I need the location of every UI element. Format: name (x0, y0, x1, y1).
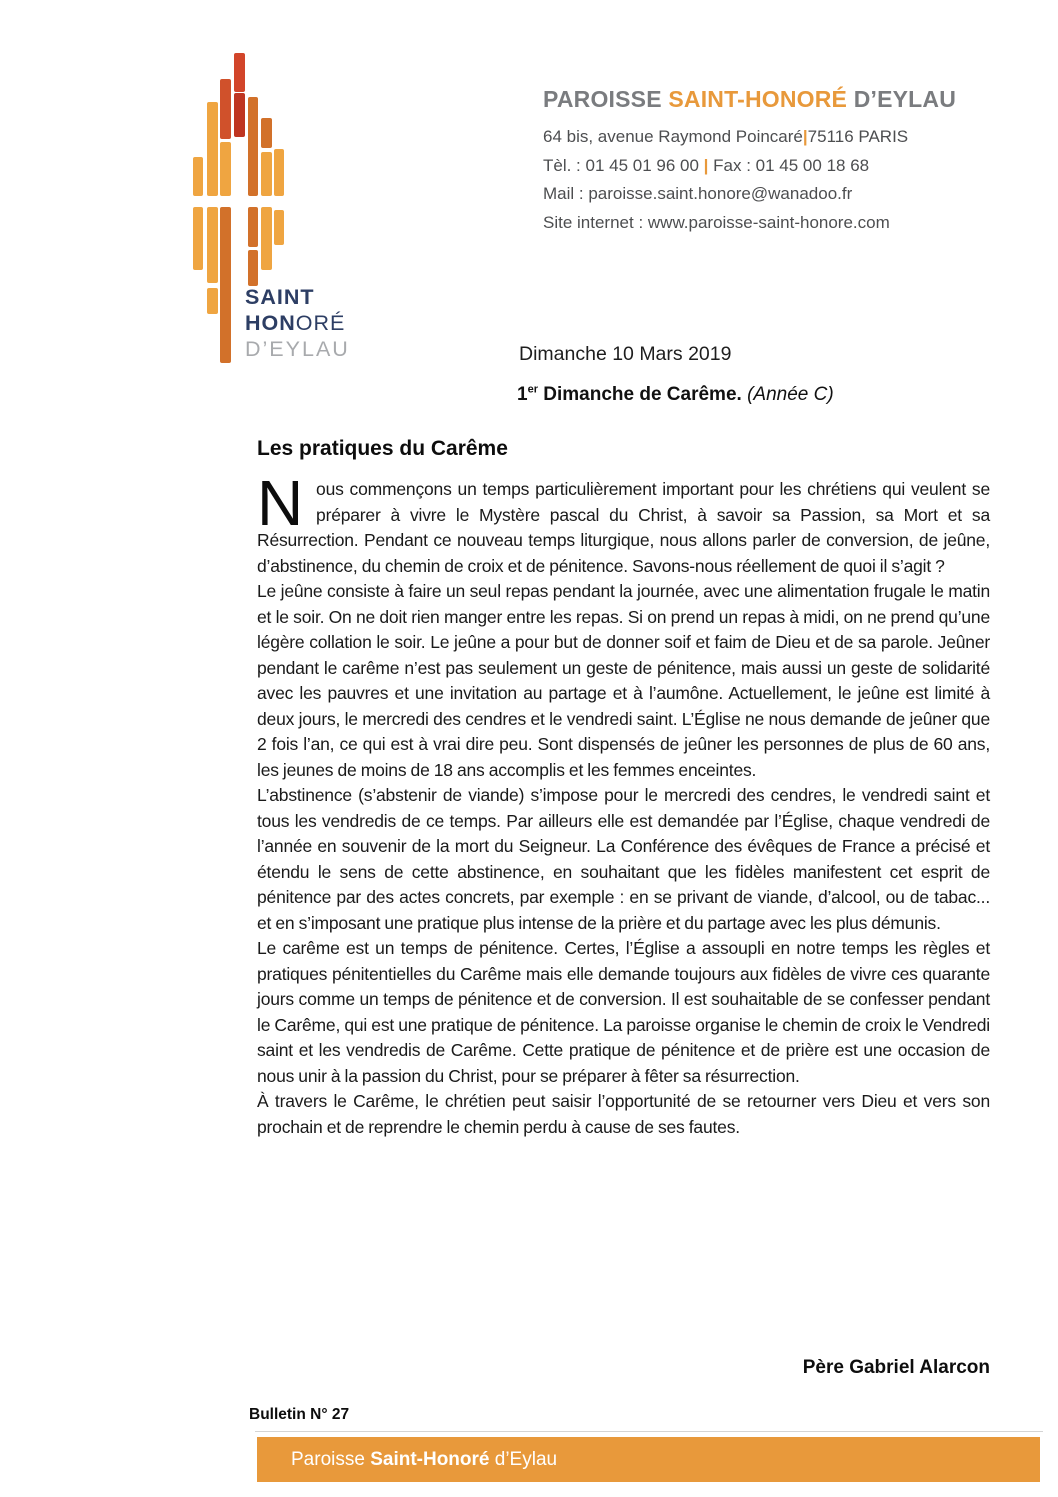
logo-bar (234, 93, 245, 137)
logo-wordmark-honore (245, 310, 350, 336)
logo-wordmark-ore: ORÉ (295, 311, 346, 335)
logo-bar (207, 207, 218, 283)
fax-number: Fax : 01 45 00 18 68 (708, 155, 870, 175)
logo-bar (220, 142, 231, 196)
logo-bar (248, 250, 258, 286)
logo-bar (207, 288, 218, 314)
article-paragraph-4: Le carême est un temps de pénitence. Certes, l’Église a assoupli en notre temps les règles et pratiques pénitentielles du Carême mais elle demande toujours aux fidèles de vivre ces quarante jours comme un temps de pénitence et de conversion. Il est souhaitable de se confesser pendant le Carême, qui est une pratique de pénitence. La paroisse organise le chemin de croix le Vendredi saint et les vendredis de Carême. Cette pratique de pénitence et de prière est une occasion de nous unir à la passion du Christ, pour se préparer à fêter sa résurrection. (257, 938, 990, 1086)
bulletin-number: Bulletin N° 27 (249, 1406, 350, 1423)
address-street: 64 bis, avenue Raymond Poincaré (543, 127, 803, 146)
logo-wordmark-hon: HON (245, 311, 296, 335)
article-title: Les pratiques du Carême (257, 437, 508, 460)
logo-bar (207, 102, 218, 196)
feast-number: 1 (517, 384, 528, 405)
logo-wordmark-saint: SAINT (245, 285, 315, 309)
logo-bar (193, 157, 203, 196)
feast-title: Dimanche de Carême. (537, 384, 748, 405)
footer-divider (255, 1431, 1043, 1432)
article-paragraph-3: L’abstinence (s’abstenir de viande) s’impose pour le mercredi des cendres, le vendredi saint et tous les vendredis de ce temps. Par ailleurs elle est demandée par l’Église, chaque vendredi de l’année en souvenir de la mort du Seigneur. La Conférence des évêques de France a précisé et étendu le sens de cette abstinence, en souhaitant que les fidèles manifestent cet esprit de pénitence par des actes concrets, par exemple : en se privant de viande, d’alcool, ou de tabac... et en s’imposant une pratique plus intense de la prière et du partage avec les plus démunis. (257, 785, 990, 933)
footer-bar-parish: Saint-Honoré (370, 1449, 490, 1470)
logo-bar (274, 149, 284, 196)
separator-pipe-icon: | (703, 155, 709, 175)
feast-line (517, 384, 834, 406)
logo-bar (248, 207, 258, 247)
parish-name-highlight: SAINT-HONORÉ (668, 86, 848, 112)
logo-wordmark (245, 284, 350, 362)
logo-bar (234, 53, 245, 92)
phone-line (543, 152, 956, 181)
parish-name (543, 86, 956, 113)
bulletin-article (257, 437, 990, 1140)
logo-bar (261, 152, 272, 196)
drop-cap: N (257, 467, 304, 539)
date-line: Dimanche 10 Mars 2019 (519, 343, 732, 365)
parish-name-prefix: PAROISSE (543, 86, 669, 112)
footer-bar (257, 1437, 1040, 1482)
footer-bar-prefix: Paroisse (291, 1449, 371, 1470)
footer-bar-suffix: d’Eylau (489, 1449, 558, 1470)
article-paragraph-5: À travers le Carême, le chrétien peut saisir l’opportunité de se retourner vers Dieu et vers son prochain et de reprendre le chemin perdu à cause de ses fautes. (257, 1091, 990, 1137)
phone-number: Tèl. : 01 45 01 96 00 (543, 155, 704, 175)
logo-bar (248, 97, 258, 196)
email-line: Mail : paroisse.saint.honore@wanadoo.fr (543, 184, 853, 203)
logo-bar (261, 118, 272, 148)
logo-bar (261, 207, 272, 270)
parish-header (543, 86, 956, 237)
logo-bar (193, 207, 203, 270)
logo-bar (274, 210, 284, 245)
parish-name-suffix: D’EYLAU (847, 86, 957, 112)
separator-pipe-icon: | (802, 127, 808, 146)
article-paragraph-1 (257, 467, 990, 579)
paragraph-text: ous commençons un temps particulièrement important pour les chrétiens qui veulent se préparer à vivre le Mystère pascal du Christ, à savoir sa Passion, sa Mort et sa Résurrection. Pendant ce nouveau temps liturgique, nous allons parler de conversion, de jeûne, d’abstinence, du chemin de croix et de pénitence. Savons-nous réellement de quoi il s’agit ? (257, 479, 990, 576)
website-line: Site internet : www.paroisse-saint-honore.com (543, 212, 890, 232)
liturgical-year: (Année C) (747, 384, 834, 405)
address-city: 75116 PARIS (807, 127, 909, 146)
article-signature: Père Gabriel Alarcon (802, 1357, 990, 1378)
logo-bar (220, 79, 231, 139)
feast-ordinal-suffix: er (527, 383, 538, 396)
contact-block (543, 123, 956, 237)
logo-bar (220, 207, 231, 363)
article-paragraph-2: Le jeûne consiste à faire un seul repas pendant la journée, avec une alimentation frugale le matin et le soir. On ne doit rien manger entre les repas. Si on prend un repas à midi, on ne prend qu’une légère collation le soir. Le jeûne a pour but de donner soif et faim de Dieu et de sa parole. Jeûner pendant le carême n’est pas seulement un geste de pénitence, mais aussi un geste de solidarité avec les pauvres et une invitation au partage et à l’aumône. Actuellement, le jeûne est limité à deux jours, le mercredi des cendres et le vendredi saint. L’Église ne nous demande de jeûner que 2 fois l’an, ce qui est à vrai dire peu. Sont dispensés de jeûner les personnes de plus de 60 ans, les jeunes de moins de 18 ans accomplis et les femmes enceintes. (257, 581, 990, 780)
address-line (543, 123, 956, 152)
logo-wordmark-deylau: D’EYLAU (245, 337, 350, 361)
